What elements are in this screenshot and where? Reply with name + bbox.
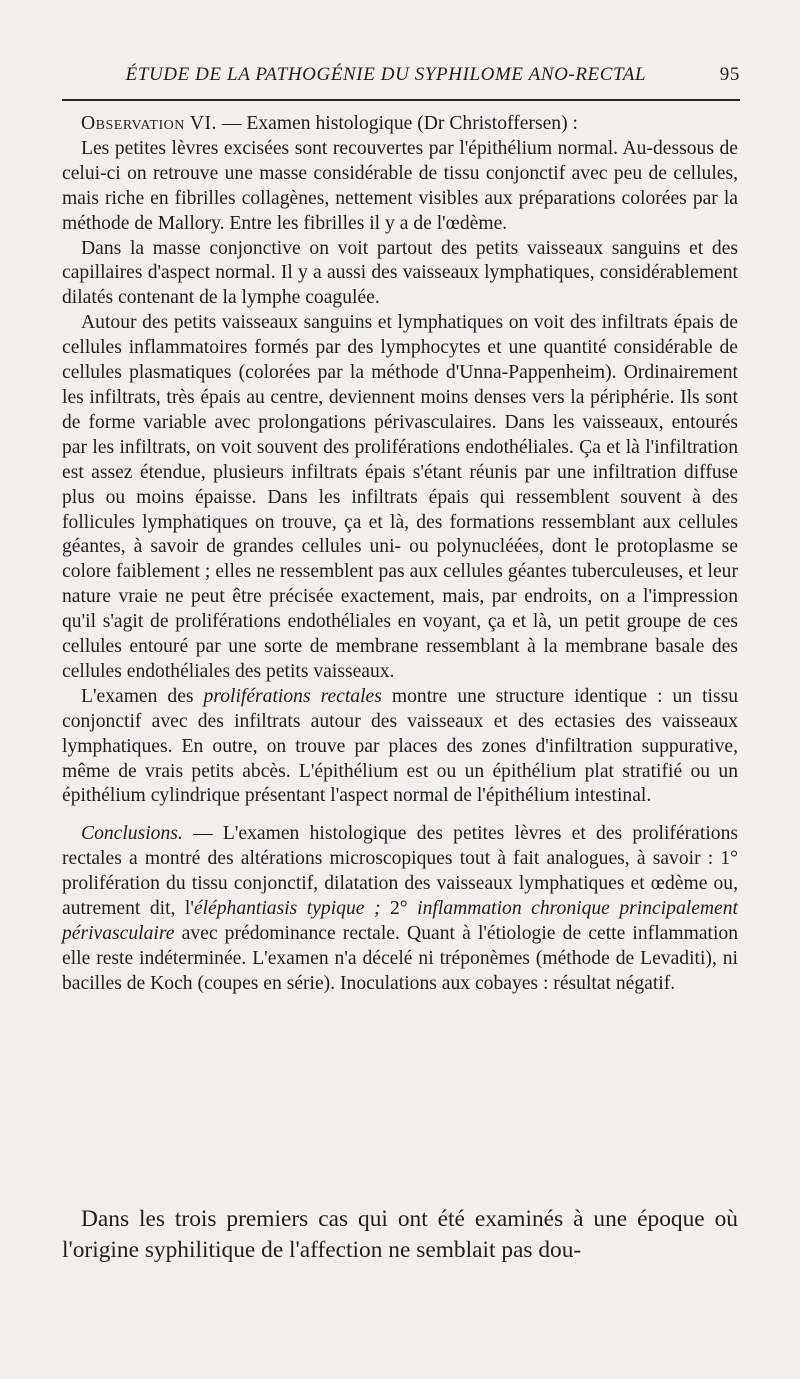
conclusions-text-b: 2° xyxy=(380,898,418,920)
p4-text-b: montre une structure identique : un tissu conjonctif avec des infiltrats autour des vaisseaux et des ectasies des vaisseaux lymphatiques. En outre, on trouve par places des zones d'infiltration suppurative, même de vrais petits abcès. L'épithélium est ou un épithélium plat stratifié ou un épithélium cylindrique présentant l'aspect normal de l'épithélium intestinal. xyxy=(62,685,739,807)
header-rule xyxy=(62,99,740,101)
observation-heading xyxy=(62,112,738,137)
conclusions-text-c: avec prédominance rectale. Quant à l'étiologie de cette inflammation elle reste indéterminée. L'examen n'a décelé ni tréponèmes (méthode de Levaditi), ni bacilles de Koch (coupes en série). Inoculations aux cobayes : résultat négatif. xyxy=(62,923,738,994)
conclusions-emphasis-2: inflammation chronique principalement périvasculaire xyxy=(62,898,738,944)
observation-paragraph-2: Dans la masse conjonctive on voit partout des petits vaisseaux sanguins et des capillaires d'aspect normal. Il y a aussi des vaisseaux lymphatiques, considérablement dilatés contenant de la lymphe coagulée. xyxy=(62,237,738,309)
observation-label: Observation VI. xyxy=(81,113,217,134)
conclusions-text-a: — L'examen histologique des petites lèvres et des proliférations rectales a montré des altérations microscopiques tout à fait analogues, à savoir : 1° prolifération du tissu conjonctif, dilatation des vaisseaux lymphatiques et œdème ou, autrement dit, l' xyxy=(62,823,738,920)
p4-text-a: L'examen des xyxy=(81,685,204,707)
conclusions-paragraph xyxy=(62,822,738,996)
observation-paragraph-4 xyxy=(62,685,738,810)
observation-section xyxy=(62,112,738,997)
observation-paragraph-3: Autour des petits vaisseaux sanguins et lymphatiques on voit des infiltrats épais de cellules inflammatoires formés par des lymphocytes et une quantité considérable de cellules plasmatiques (colorées par la méthode d'Unna-Pappenheim). Ordinairement les infiltrats, très épais au centre, deviennent moins denses vers la périphérie. Ils sont de forme variable avec prolongations périvasculaires. Dans les vaisseaux, entourés par les infiltrats, on voit souvent des proliférations endothéliales. Ça et là l'infiltration est assez étendue, plusieurs infiltrats épais s'étant réunis par une infiltration diffuse plus ou moins épaisse. Dans les infiltrats épais qui ressemblent souvent à des follicules lymphatiques on trouve, ça et là, des formations ressemblant aux cellules géantes, à savoir de grandes cellules uni- ou polynucléées, dont le protoplasme se colore faiblement ; elles ne ressemblent pas aux cellules géantes tuberculeuses, et leur nature vraie ne peut être précisée exactement, mais, par endroits, on a l'impression qu'il s'agit de proliférations endothéliales en voyant, ça et là, un petit groupe de ces cellules entouré par une sorte de membrane ressemblant à la membrane basale des cellules endothéliales des petits vaisseaux. xyxy=(62,312,738,682)
main-text-paragraph: Dans les trois premiers cas qui ont été examinés à une époque où l'origine syphilitique de l'affection ne semblait pas dou- xyxy=(62,1206,738,1263)
p4-emphasis: proliférations rectales xyxy=(203,685,382,707)
main-text-block xyxy=(62,1204,738,1265)
observation-paragraph-1: Les petites lèvres excisées sont recouvertes par l'épithélium normal. Au-dessous de celui-ci on retrouve une masse considérable de tissu conjonctif avec peu de cellules, mais riche en fibrilles collagènes, nettement visibles aux préparations colorées par la méthode de Mallory. Entre les fibrilles il y a de l'œdème. xyxy=(62,137,738,234)
observation-intro: — Examen histologique (Dr Christoffersen) : xyxy=(216,113,578,134)
page-number: 95 xyxy=(719,64,740,85)
running-header xyxy=(62,64,740,86)
conclusions-label: Conclusions. xyxy=(81,823,183,845)
running-title: ÉTUDE DE LA PATHOGÉNIE DU SYPHILOME ANO-RECTAL xyxy=(125,64,647,85)
conclusions-emphasis-1: éléphantiasis typique ; xyxy=(193,898,381,920)
